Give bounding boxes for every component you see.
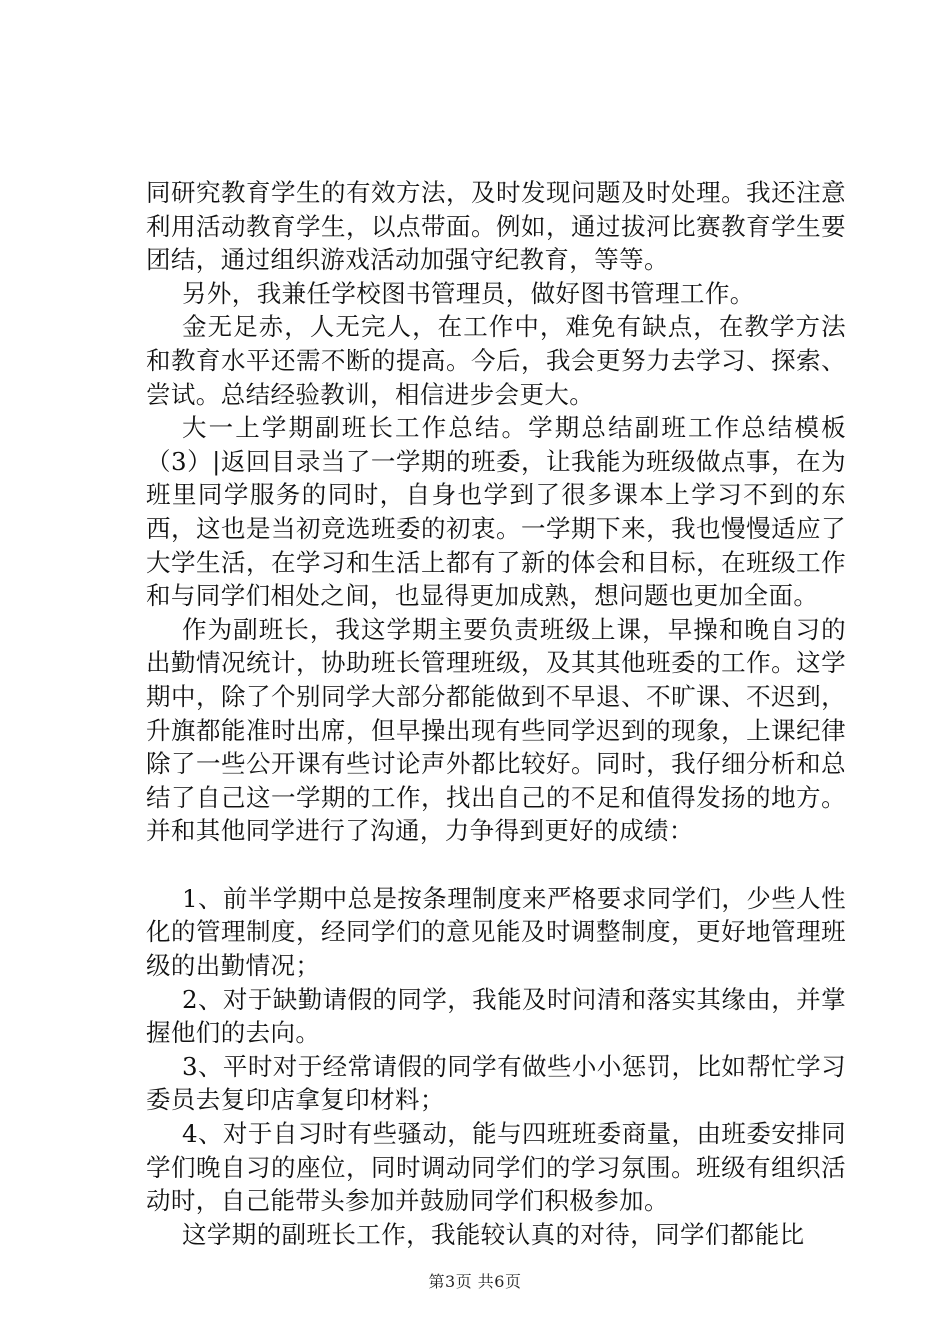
list-item-1: 1、前半学期中总是按条理制度来严格要求同学们，少些人性化的管理制度，经同学们的意见能及时调整制度，更好地管理班级的出勤情况； [146,883,846,981]
paragraph-duties: 作为副班长，我这学期主要负责班级上课，早操和晚自习的出勤情况统计，协助班长管理班级，及其其他班委的工作。这学期中，除了个别同学大部分都能做到不早退、不旷课、不迟到，升旗都能准时出席，但早操出现有些同学迟到的现象，上课纪律除了一些公开课有些讨论声外都比较好。同时，我仔细分析和总结了自己这一学期的工作，找出自己的不足和值得发扬的地方。并和其他同学进行了沟通，力争得到更好的成绩： [146,614,846,846]
list-item-4: 4、对于自习时有些骚动，能与四班班委商量，由班委安排同学们晚自习的座位，同时调动同学们的学习氛围。班级有组织活动时，自己能带头参加并鼓励同学们积极参加。 [146,1119,846,1216]
paragraph-closing: 这学期的副班长工作，我能较认真的对待，同学们都能比 [182,1219,805,1249]
paragraph-continued: 同研究教育学生的有效方法，及时发现问题及时处理。我还注意利用活动教育学生，以点带面。例如，通过拔河比赛教育学生要团结，通过组织游戏活动加强守纪教育，等等。 [146,178,846,275]
list-item-3: 3、平时对于经常请假的同学有做些小小惩罚，比如帮忙学习委员去复印店拿复印材料； [146,1051,846,1115]
paragraph-library: 另外，我兼任学校图书管理员，做好图书管理工作。 [182,278,755,308]
page-number: 第3页 共6页 [428,1272,522,1291]
paragraph-summary-intro: 大一上学期副班长工作总结。学期总结副班工作总结模板（3）|返回目录当了一学期的班委，让我能为班级做点事，在为班里同学服务的同时，自身也学到了很多课本上学习不到的东西，这也是当初竞选班委的初衷。一学期下来，我也慢慢适应了大学生活，在学习和生活上都有了新的体会和目标，在班级工作和与同学们相处之间，也显得更加成熟，想问题也更加全面。 [146,413,846,611]
paragraph-reflection: 金无足赤，人无完人，在工作中，难免有缺点，在教学方法和教育水平还需不断的提高。今后，我会更努力去学习、探索、尝试。总结经验教训，相信进步会更大。 [146,312,846,409]
list-item-2: 2、对于缺勤请假的同学，我能及时问清和落实其缘由，并掌握他们的去向。 [146,984,846,1048]
document-body [146,176,846,1251]
